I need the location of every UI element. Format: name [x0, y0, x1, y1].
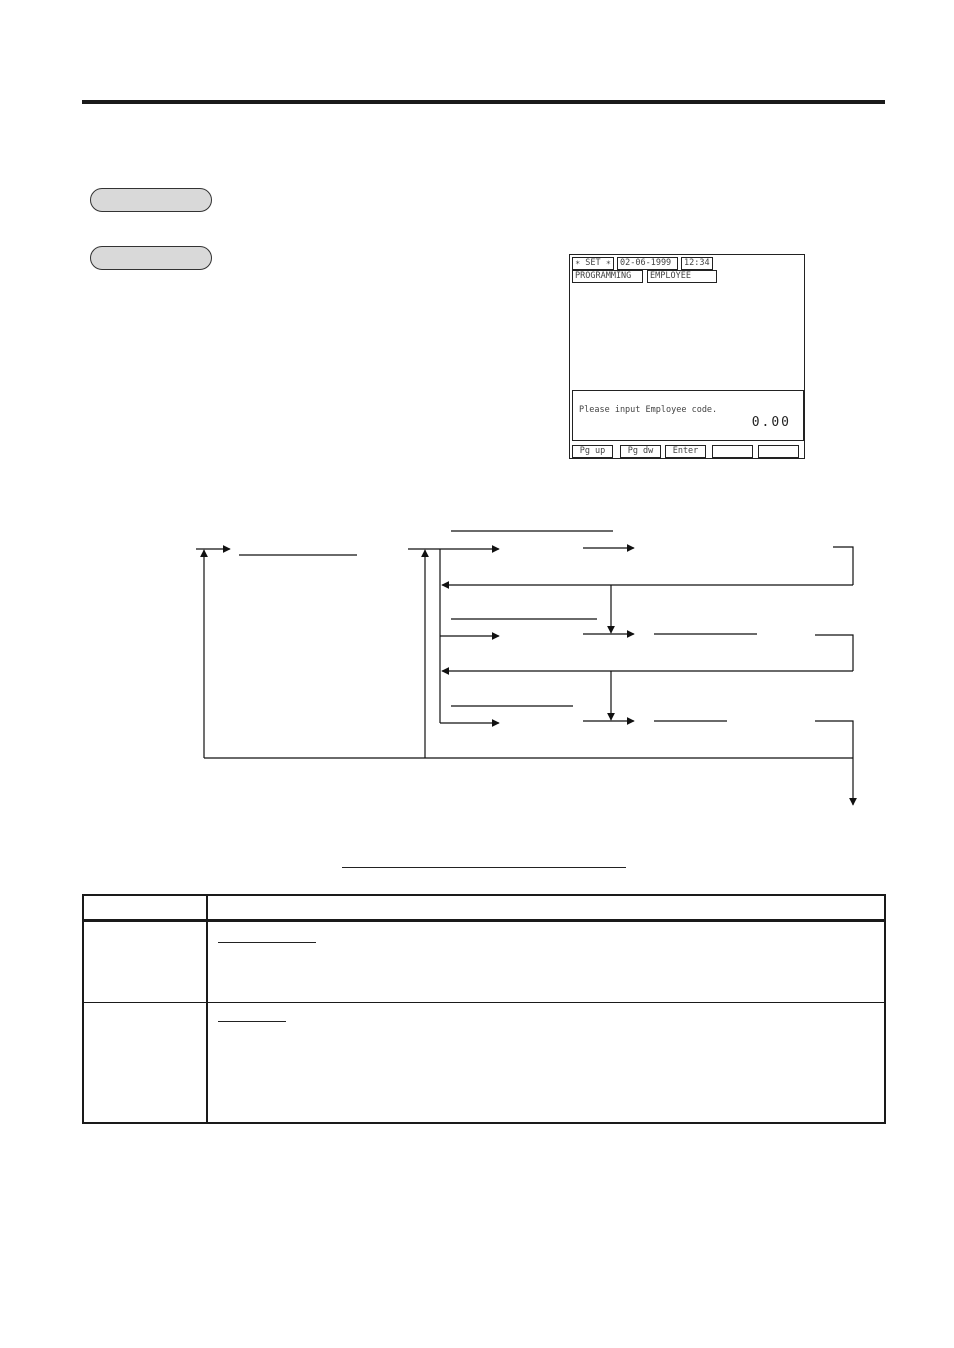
flow-exit-arrow: [815, 721, 853, 805]
lcd-time: 12:34: [681, 257, 713, 270]
table-header-cell-2: [207, 895, 885, 920]
table-row: [83, 1002, 885, 1123]
lcd-key-pg-dw[interactable]: Pg dw: [620, 445, 661, 458]
lcd-message: Please input Employee code.: [579, 405, 718, 415]
flow-row2-bracket: [815, 635, 853, 671]
lcd-date: 02-06-1999: [617, 257, 678, 270]
lcd-key-pg-up[interactable]: Pg up: [572, 445, 613, 458]
row1-heading-rule: [218, 942, 316, 943]
table-cell-description: [207, 920, 885, 1002]
table-cell-description: [207, 1002, 885, 1123]
lcd-submenu: EMPLOYEE: [647, 270, 717, 283]
table-cell-item: [83, 1002, 207, 1123]
table-caption-rule: [342, 867, 626, 868]
lcd-amount: 0.00: [751, 415, 791, 430]
table-header-row: [83, 895, 885, 920]
table-cell-item: [83, 920, 207, 1002]
spec-table: [82, 894, 886, 1124]
lcd-mode: ∗ SET ∗: [572, 257, 614, 270]
row2-heading-rule: [218, 1021, 286, 1022]
flow-row1-bracket: [833, 547, 853, 585]
lcd-key-enter[interactable]: Enter: [665, 445, 706, 458]
table-header-cell-1: [83, 895, 207, 920]
table-row: [83, 920, 885, 1002]
lcd-menu: PROGRAMMING: [572, 270, 643, 283]
